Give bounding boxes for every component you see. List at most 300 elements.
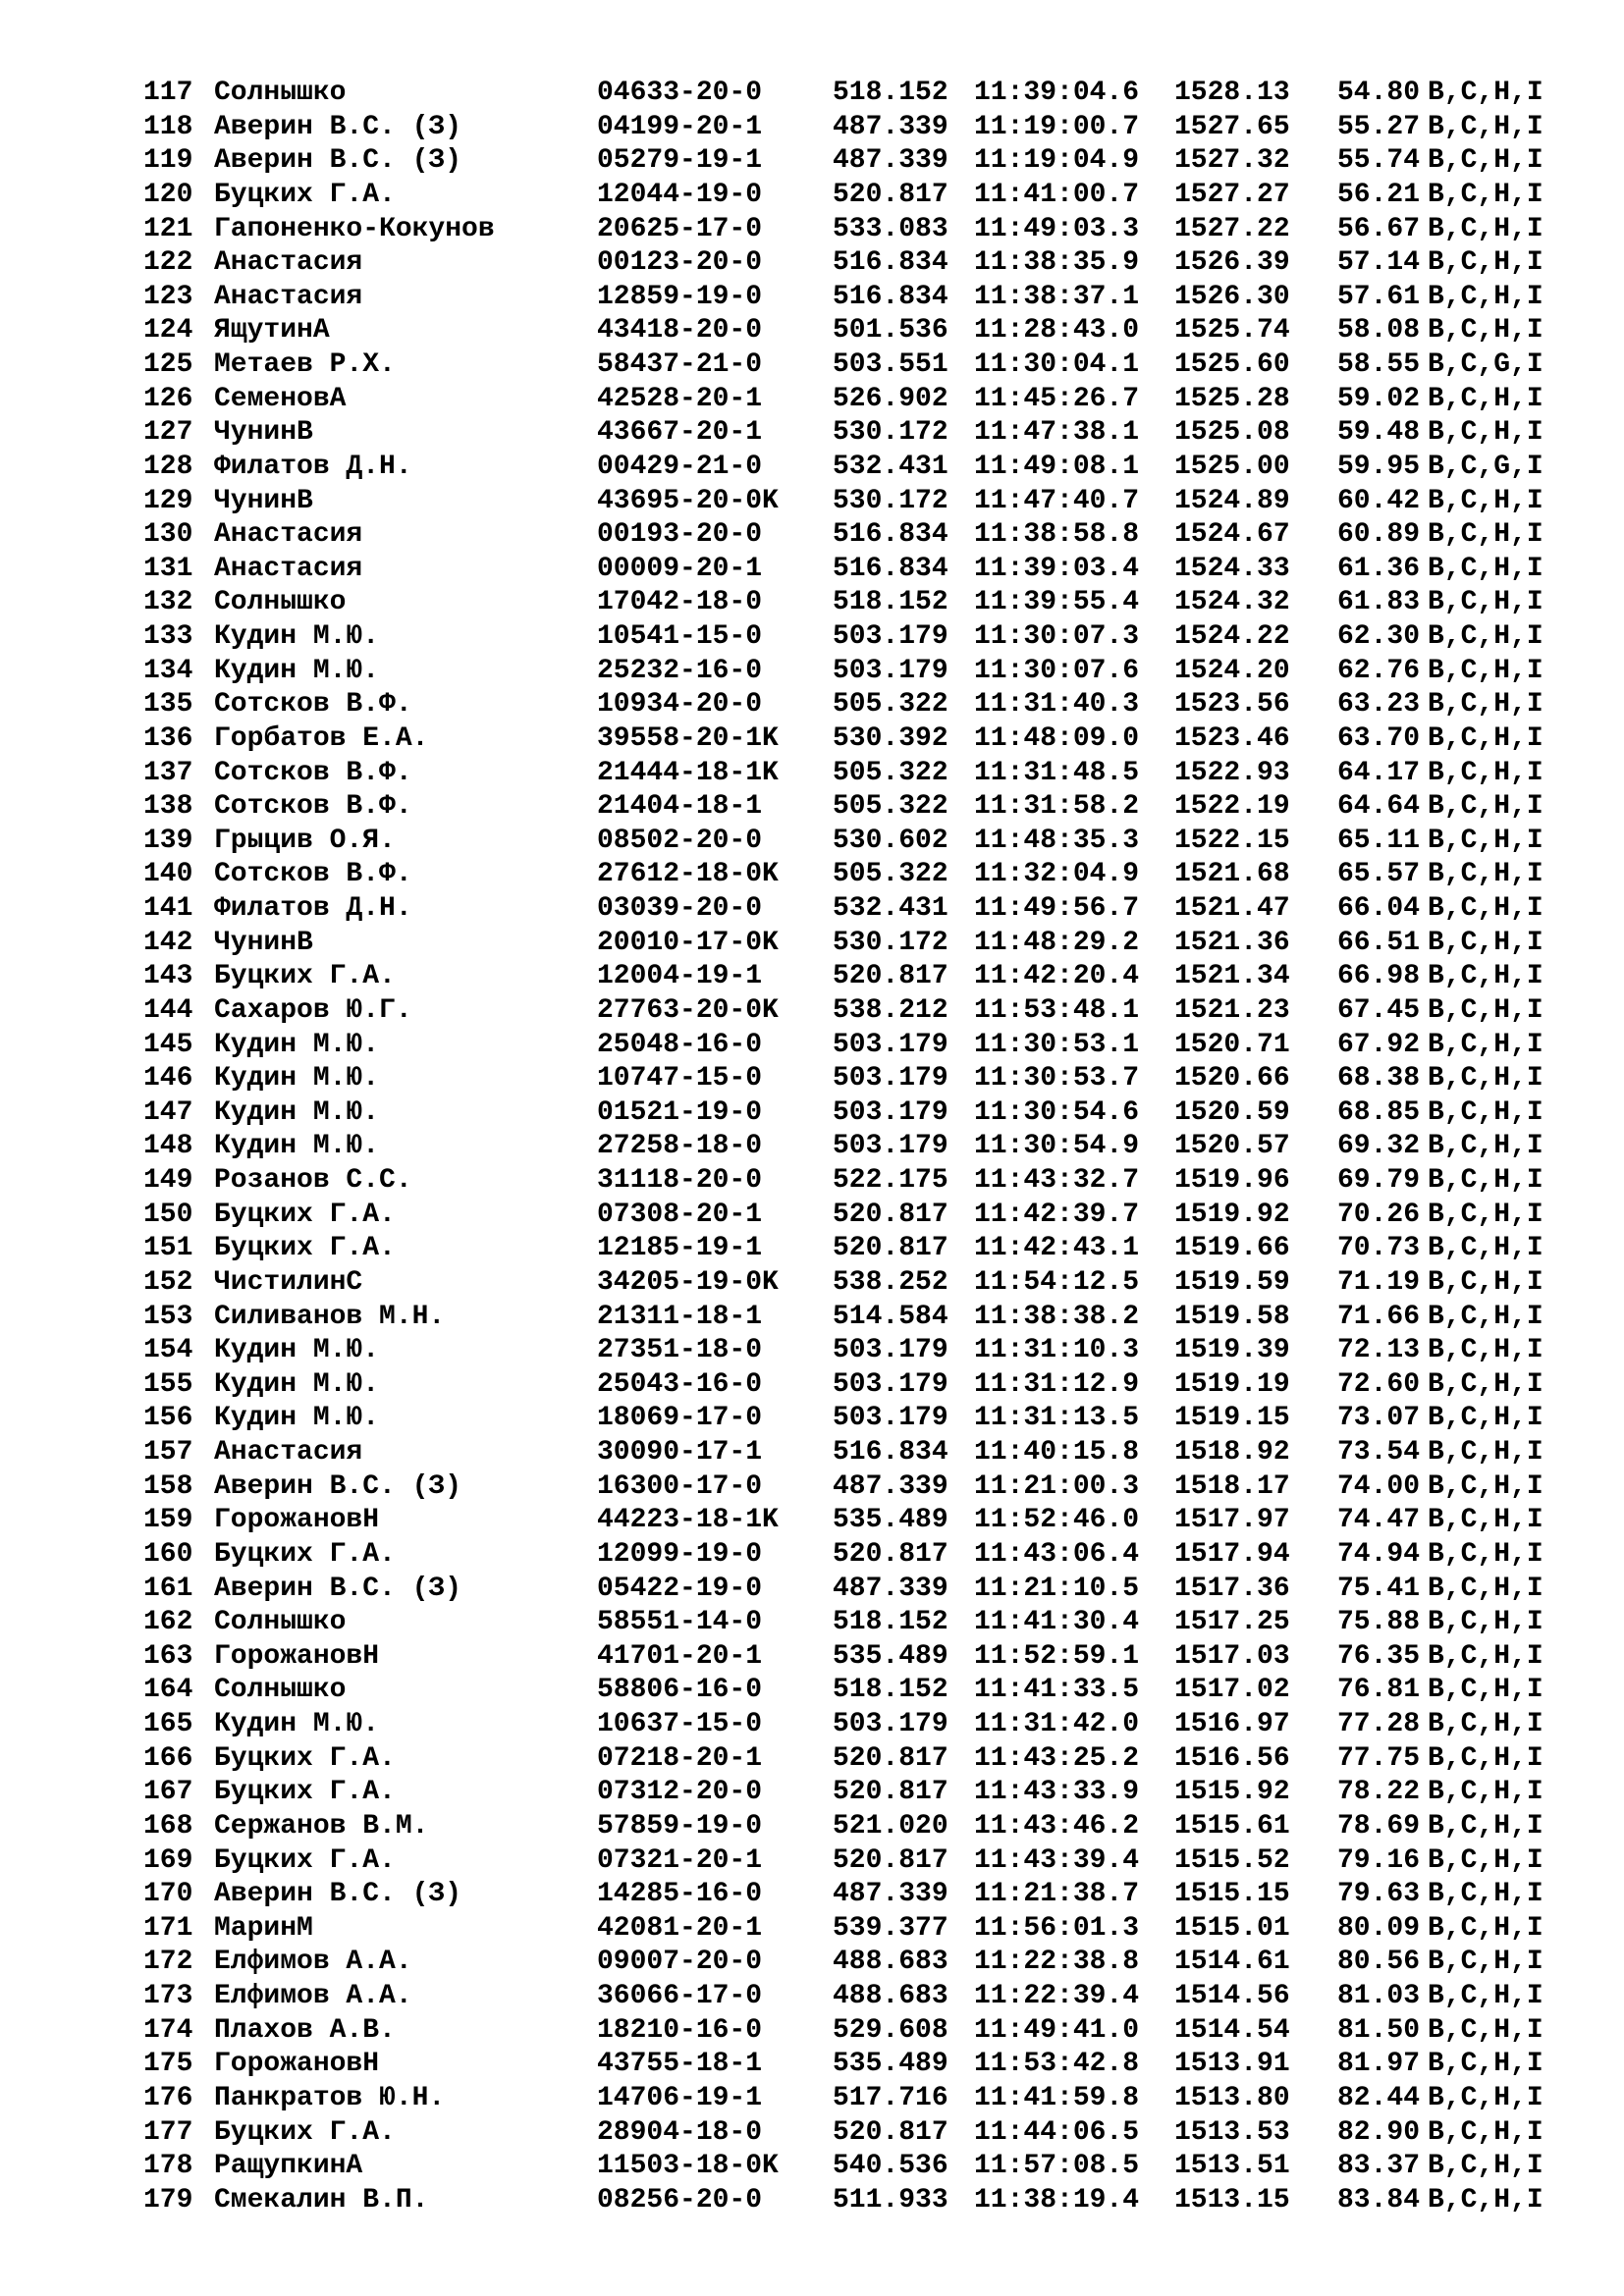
arrival-time: 11:49:56.7: [974, 893, 1140, 924]
table-row: [143, 620, 1577, 655]
participant-name: Елфимов А.А.: [214, 1981, 412, 2011]
place-number: 141: [143, 893, 193, 924]
speed-value: 1515.52: [1174, 1844, 1290, 1876]
distance-value: 514.584: [833, 1301, 948, 1332]
distance-value: 518.152: [833, 1607, 948, 1638]
arrival-time: 11:22:38.8: [974, 1947, 1140, 1978]
points-value: 57.61: [1337, 281, 1421, 312]
speed-value: 1517.94: [1174, 1538, 1290, 1570]
points-value: 54.80: [1337, 78, 1421, 108]
arrival-time: 11:48:29.2: [974, 927, 1140, 958]
points-value: 57.14: [1337, 247, 1421, 279]
distance-value: 517.716: [833, 2082, 948, 2113]
categories-list: B,C,H,I: [1428, 689, 1543, 721]
table-row: [143, 1062, 1577, 1096]
place-number: 138: [143, 791, 193, 823]
arrival-time: 11:47:40.7: [974, 485, 1140, 516]
ring-number: 05422-19-0: [597, 1573, 763, 1604]
participant-name: Солнышко: [214, 1675, 347, 1706]
points-value: 74.47: [1337, 1505, 1421, 1536]
categories-list: B,C,G,I: [1428, 451, 1543, 482]
ring-number: 21444-18-1K: [597, 757, 779, 788]
points-value: 81.50: [1337, 2014, 1421, 2046]
distance-value: 520.817: [833, 1199, 948, 1230]
ring-number: 20010-17-0K: [597, 927, 779, 958]
ring-number: 30090-17-1: [597, 1437, 763, 1468]
distance-value: 516.834: [833, 281, 948, 312]
ring-number: 44223-18-1K: [597, 1505, 779, 1536]
points-value: 83.37: [1337, 2151, 1421, 2182]
distance-value: 503.179: [833, 1096, 948, 1128]
participant-name: Смекалин В.П.: [214, 2184, 429, 2216]
participant-name: Аверин В.С. (З): [214, 1879, 462, 1910]
ring-number: 25232-16-0: [597, 655, 763, 686]
arrival-time: 11:30:54.9: [974, 1131, 1140, 1162]
points-value: 62.76: [1337, 655, 1421, 686]
table-row: [143, 1402, 1577, 1436]
arrival-time: 11:39:03.4: [974, 553, 1140, 584]
distance-value: 538.212: [833, 994, 948, 1026]
participant-name: Кудин М.Ю.: [214, 655, 380, 686]
arrival-time: 11:30:54.6: [974, 1096, 1140, 1128]
table-row: [143, 179, 1577, 213]
arrival-time: 11:43:06.4: [974, 1538, 1140, 1570]
categories-list: B,C,H,I: [1428, 2116, 1543, 2148]
speed-value: 1525.28: [1174, 383, 1290, 414]
distance-value: 487.339: [833, 1470, 948, 1502]
distance-value: 538.252: [833, 1266, 948, 1298]
categories-list: B,C,H,I: [1428, 1368, 1543, 1400]
categories-list: B,C,H,I: [1428, 1607, 1543, 1638]
speed-value: 1521.34: [1174, 961, 1290, 992]
speed-value: 1523.56: [1174, 689, 1290, 721]
ring-number: 58551-14-0: [597, 1607, 763, 1638]
ring-number: 00123-20-0: [597, 247, 763, 279]
table-row: [143, 1199, 1577, 1233]
table-row: [143, 757, 1577, 791]
participant-name: Буцких Г.А.: [214, 179, 396, 210]
place-number: 123: [143, 281, 193, 312]
speed-value: 1522.93: [1174, 757, 1290, 788]
arrival-time: 11:52:59.1: [974, 1640, 1140, 1672]
participant-name: Аверин В.С. (З): [214, 111, 462, 142]
ring-number: 41701-20-1: [597, 1640, 763, 1672]
points-value: 62.30: [1337, 621, 1421, 652]
participant-name: ЧистилинС: [214, 1266, 363, 1298]
ring-number: 05279-19-1: [597, 145, 763, 177]
arrival-time: 11:44:06.5: [974, 2116, 1140, 2148]
arrival-time: 11:28:43.0: [974, 315, 1140, 347]
ring-number: 12859-19-0: [597, 281, 763, 312]
ring-number: 04199-20-1: [597, 111, 763, 142]
arrival-time: 11:45:26.7: [974, 383, 1140, 414]
categories-list: B,C,H,I: [1428, 791, 1543, 823]
table-row: [143, 1232, 1577, 1266]
ring-number: 39558-20-1K: [597, 722, 779, 754]
ring-number: 07218-20-1: [597, 1742, 763, 1774]
participant-name: Буцких Г.А.: [214, 1538, 396, 1570]
speed-value: 1527.27: [1174, 179, 1290, 210]
categories-list: B,C,H,I: [1428, 1096, 1543, 1128]
ring-number: 27612-18-0K: [597, 859, 779, 890]
categories-list: B,C,H,I: [1428, 315, 1543, 347]
points-value: 70.73: [1337, 1233, 1421, 1264]
table-row: [143, 281, 1577, 315]
place-number: 140: [143, 859, 193, 890]
arrival-time: 11:38:38.2: [974, 1301, 1140, 1332]
table-row: [143, 1368, 1577, 1403]
arrival-time: 11:49:03.3: [974, 213, 1140, 244]
arrival-time: 11:38:35.9: [974, 247, 1140, 279]
categories-list: B,C,H,I: [1428, 2049, 1543, 2080]
categories-list: B,C,H,I: [1428, 247, 1543, 279]
categories-list: B,C,H,I: [1428, 1709, 1543, 1739]
points-value: 63.23: [1337, 689, 1421, 721]
place-number: 159: [143, 1505, 193, 1536]
arrival-time: 11:42:39.7: [974, 1199, 1140, 1230]
ring-number: 00009-20-1: [597, 553, 763, 584]
points-value: 73.54: [1337, 1437, 1421, 1468]
ring-number: 01521-19-0: [597, 1096, 763, 1128]
participant-name: Кудин М.Ю.: [214, 1403, 380, 1434]
arrival-time: 11:49:41.0: [974, 2014, 1140, 2046]
participant-name: ЧунинВ: [214, 927, 313, 958]
ring-number: 12004-19-1: [597, 961, 763, 992]
points-value: 58.55: [1337, 349, 1421, 380]
speed-value: 1519.59: [1174, 1266, 1290, 1298]
participant-name: Буцких Г.А.: [214, 961, 396, 992]
arrival-time: 11:54:12.5: [974, 1266, 1140, 1298]
table-row: [143, 2150, 1577, 2184]
participant-name: Сотсков В.Ф.: [214, 689, 412, 721]
participant-name: ГорожановН: [214, 1505, 380, 1536]
points-value: 66.98: [1337, 961, 1421, 992]
distance-value: 487.339: [833, 145, 948, 177]
table-row: [143, 246, 1577, 281]
place-number: 118: [143, 111, 193, 142]
arrival-time: 11:38:19.4: [974, 2184, 1140, 2216]
table-row: [143, 858, 1577, 892]
speed-value: 1525.00: [1174, 451, 1290, 482]
participant-name: Кудин М.Ю.: [214, 1709, 380, 1739]
place-number: 168: [143, 1810, 193, 1842]
ring-number: 43667-20-1: [597, 417, 763, 449]
ring-number: 10747-15-0: [597, 1063, 763, 1095]
points-value: 79.63: [1337, 1879, 1421, 1910]
distance-value: 540.536: [833, 2151, 948, 2182]
distance-value: 535.489: [833, 1640, 948, 1672]
table-row: [143, 485, 1577, 519]
arrival-time: 11:43:32.7: [974, 1165, 1140, 1196]
table-row: [143, 518, 1577, 553]
place-number: 135: [143, 689, 193, 721]
speed-value: 1517.25: [1174, 1607, 1290, 1638]
speed-value: 1519.58: [1174, 1301, 1290, 1332]
ring-number: 07308-20-1: [597, 1199, 763, 1230]
place-number: 169: [143, 1844, 193, 1876]
arrival-time: 11:19:04.9: [974, 145, 1140, 177]
distance-value: 532.431: [833, 893, 948, 924]
ring-number: 20625-17-0: [597, 213, 763, 244]
categories-list: B,C,H,I: [1428, 1912, 1543, 1944]
speed-value: 1513.80: [1174, 2082, 1290, 2113]
arrival-time: 11:30:04.1: [974, 349, 1140, 380]
points-value: 64.17: [1337, 757, 1421, 788]
table-row: [143, 688, 1577, 722]
table-row: [143, 1810, 1577, 1844]
table-row: [143, 1538, 1577, 1573]
table-row: [143, 77, 1577, 111]
points-value: 56.67: [1337, 213, 1421, 244]
ring-number: 10637-15-0: [597, 1709, 763, 1739]
points-value: 58.08: [1337, 315, 1421, 347]
speed-value: 1518.92: [1174, 1437, 1290, 1468]
distance-value: 520.817: [833, 1742, 948, 1774]
arrival-time: 11:21:10.5: [974, 1573, 1140, 1604]
categories-list: B,C,G,I: [1428, 349, 1543, 380]
categories-list: B,C,H,I: [1428, 1165, 1543, 1196]
points-value: 65.57: [1337, 859, 1421, 890]
table-row: [143, 2184, 1577, 2218]
arrival-time: 11:38:58.8: [974, 519, 1140, 551]
table-row: [143, 348, 1577, 383]
participant-name: Буцких Г.А.: [214, 1742, 396, 1774]
speed-value: 1517.36: [1174, 1573, 1290, 1604]
ring-number: 25043-16-0: [597, 1368, 763, 1400]
place-number: 145: [143, 1029, 193, 1060]
arrival-time: 11:31:58.2: [974, 791, 1140, 823]
categories-list: B,C,H,I: [1428, 553, 1543, 584]
place-number: 137: [143, 757, 193, 788]
points-value: 80.09: [1337, 1912, 1421, 1944]
place-number: 161: [143, 1573, 193, 1604]
participant-name: МаринМ: [214, 1912, 313, 1944]
categories-list: B,C,H,I: [1428, 2014, 1543, 2046]
points-value: 66.51: [1337, 927, 1421, 958]
participant-name: Метаев Р.Х.: [214, 349, 396, 380]
points-value: 68.38: [1337, 1063, 1421, 1095]
participant-name: Сотсков В.Ф.: [214, 791, 412, 823]
table-row: [143, 927, 1577, 961]
table-row: [143, 1334, 1577, 1368]
place-number: 125: [143, 349, 193, 380]
table-row: [143, 1946, 1577, 1980]
points-value: 76.35: [1337, 1640, 1421, 1672]
points-value: 74.00: [1337, 1470, 1421, 1502]
arrival-time: 11:31:10.3: [974, 1335, 1140, 1366]
participant-name: РащупкинА: [214, 2151, 363, 2182]
arrival-time: 11:32:04.9: [974, 859, 1140, 890]
place-number: 139: [143, 825, 193, 856]
place-number: 131: [143, 553, 193, 584]
arrival-time: 11:47:38.1: [974, 417, 1140, 449]
ring-number: 21311-18-1: [597, 1301, 763, 1332]
distance-value: 503.179: [833, 621, 948, 652]
categories-list: B,C,H,I: [1428, 1947, 1543, 1978]
distance-value: 530.172: [833, 417, 948, 449]
points-value: 64.64: [1337, 791, 1421, 823]
categories-list: B,C,H,I: [1428, 111, 1543, 142]
table-row: [143, 2014, 1577, 2049]
arrival-time: 11:43:39.4: [974, 1844, 1140, 1876]
categories-list: B,C,H,I: [1428, 1437, 1543, 1468]
points-value: 71.66: [1337, 1301, 1421, 1332]
table-row: [143, 1573, 1577, 1607]
speed-value: 1517.02: [1174, 1675, 1290, 1706]
ring-number: 00429-21-0: [597, 451, 763, 482]
table-row: [143, 1096, 1577, 1131]
categories-list: B,C,H,I: [1428, 2184, 1543, 2216]
table-row: [143, 994, 1577, 1029]
place-number: 172: [143, 1947, 193, 1978]
arrival-time: 11:48:09.0: [974, 722, 1140, 754]
distance-value: 488.683: [833, 1981, 948, 2011]
participant-name: ЧунинВ: [214, 485, 313, 516]
distance-value: 503.179: [833, 1368, 948, 1400]
distance-value: 503.179: [833, 655, 948, 686]
table-row: [143, 1164, 1577, 1199]
categories-list: B,C,H,I: [1428, 655, 1543, 686]
points-value: 59.95: [1337, 451, 1421, 482]
ring-number: 08502-20-0: [597, 825, 763, 856]
distance-value: 518.152: [833, 78, 948, 108]
ring-number: 12044-19-0: [597, 179, 763, 210]
ring-number: 21404-18-1: [597, 791, 763, 823]
participant-name: ЧунинВ: [214, 417, 313, 449]
arrival-time: 11:31:40.3: [974, 689, 1140, 721]
ring-number: 11503-18-0K: [597, 2151, 779, 2182]
categories-list: B,C,H,I: [1428, 1505, 1543, 1536]
participant-name: Филатов Д.Н.: [214, 893, 412, 924]
ring-number: 10934-20-0: [597, 689, 763, 721]
arrival-time: 11:31:42.0: [974, 1709, 1140, 1739]
speed-value: 1519.15: [1174, 1403, 1290, 1434]
table-row: [143, 1640, 1577, 1675]
ring-number: 43755-18-1: [597, 2049, 763, 2080]
categories-list: B,C,H,I: [1428, 1777, 1543, 1808]
categories-list: B,C,H,I: [1428, 1199, 1543, 1230]
place-number: 171: [143, 1912, 193, 1944]
categories-list: B,C,H,I: [1428, 1573, 1543, 1604]
points-value: 81.97: [1337, 2049, 1421, 2080]
speed-value: 1521.23: [1174, 994, 1290, 1026]
place-number: 132: [143, 587, 193, 618]
distance-value: 518.152: [833, 587, 948, 618]
participant-name: Кудин М.Ю.: [214, 1063, 380, 1095]
distance-value: 503.179: [833, 1029, 948, 1060]
points-value: 67.45: [1337, 994, 1421, 1026]
categories-list: B,C,H,I: [1428, 1063, 1543, 1095]
categories-list: B,C,H,I: [1428, 621, 1543, 652]
distance-value: 501.536: [833, 315, 948, 347]
participant-name: Гапоненко-Кокунов: [214, 213, 495, 244]
place-number: 119: [143, 145, 193, 177]
points-value: 55.74: [1337, 145, 1421, 177]
arrival-time: 11:42:43.1: [974, 1233, 1140, 1264]
participant-name: Елфимов А.А.: [214, 1947, 412, 1978]
participant-name: Сотсков В.Ф.: [214, 859, 412, 890]
categories-list: B,C,H,I: [1428, 2082, 1543, 2113]
distance-value: 520.817: [833, 1233, 948, 1264]
distance-value: 518.152: [833, 1675, 948, 1706]
speed-value: 1519.19: [1174, 1368, 1290, 1400]
arrival-time: 11:39:04.6: [974, 78, 1140, 108]
ring-number: 25048-16-0: [597, 1029, 763, 1060]
distance-value: 505.322: [833, 689, 948, 721]
place-number: 157: [143, 1437, 193, 1468]
distance-value: 516.834: [833, 247, 948, 279]
distance-value: 530.602: [833, 825, 948, 856]
points-value: 77.75: [1337, 1742, 1421, 1774]
speed-value: 1525.60: [1174, 349, 1290, 380]
points-value: 69.32: [1337, 1131, 1421, 1162]
place-number: 154: [143, 1335, 193, 1366]
ring-number: 00193-20-0: [597, 519, 763, 551]
speed-value: 1515.92: [1174, 1777, 1290, 1808]
table-row: [143, 1436, 1577, 1470]
place-number: 176: [143, 2082, 193, 2113]
categories-list: B,C,H,I: [1428, 927, 1543, 958]
ring-number: 17042-18-0: [597, 587, 763, 618]
participant-name: Анастасия: [214, 519, 363, 551]
arrival-time: 11:43:33.9: [974, 1777, 1140, 1808]
distance-value: 535.489: [833, 1505, 948, 1536]
points-value: 73.07: [1337, 1403, 1421, 1434]
ring-number: 42528-20-1: [597, 383, 763, 414]
speed-value: 1521.36: [1174, 927, 1290, 958]
points-value: 77.28: [1337, 1709, 1421, 1739]
ring-number: 18210-16-0: [597, 2014, 763, 2046]
participant-name: Анастасия: [214, 553, 363, 584]
ring-number: 58806-16-0: [597, 1675, 763, 1706]
distance-value: 530.172: [833, 485, 948, 516]
categories-list: B,C,H,I: [1428, 1301, 1543, 1332]
table-row: [143, 655, 1577, 689]
ring-number: 14285-16-0: [597, 1879, 763, 1910]
categories-list: B,C,H,I: [1428, 1844, 1543, 1876]
speed-value: 1516.56: [1174, 1742, 1290, 1774]
categories-list: B,C,H,I: [1428, 757, 1543, 788]
place-number: 144: [143, 994, 193, 1026]
place-number: 179: [143, 2184, 193, 2216]
speed-value: 1525.74: [1174, 315, 1290, 347]
categories-list: B,C,H,I: [1428, 859, 1543, 890]
place-number: 120: [143, 179, 193, 210]
speed-value: 1516.97: [1174, 1709, 1290, 1739]
speed-value: 1521.68: [1174, 859, 1290, 890]
ring-number: 36066-17-0: [597, 1981, 763, 2011]
points-value: 67.92: [1337, 1029, 1421, 1060]
participant-name: ГорожановН: [214, 2049, 380, 2080]
place-number: 153: [143, 1301, 193, 1332]
categories-list: B,C,H,I: [1428, 281, 1543, 312]
points-value: 71.19: [1337, 1266, 1421, 1298]
arrival-time: 11:41:59.8: [974, 2082, 1140, 2113]
categories-list: B,C,H,I: [1428, 1675, 1543, 1706]
ring-number: 12185-19-1: [597, 1233, 763, 1264]
distance-value: 520.817: [833, 2116, 948, 2148]
participant-name: Анастасия: [214, 281, 363, 312]
ring-number: 14706-19-1: [597, 2082, 763, 2113]
arrival-time: 11:41:00.7: [974, 179, 1140, 210]
arrival-time: 11:57:08.5: [974, 2151, 1140, 2182]
distance-value: 522.175: [833, 1165, 948, 1196]
categories-list: B,C,H,I: [1428, 1233, 1543, 1264]
table-row: [143, 1130, 1577, 1164]
place-number: 126: [143, 383, 193, 414]
categories-list: B,C,H,I: [1428, 1266, 1543, 1298]
categories-list: B,C,H,I: [1428, 1981, 1543, 2011]
